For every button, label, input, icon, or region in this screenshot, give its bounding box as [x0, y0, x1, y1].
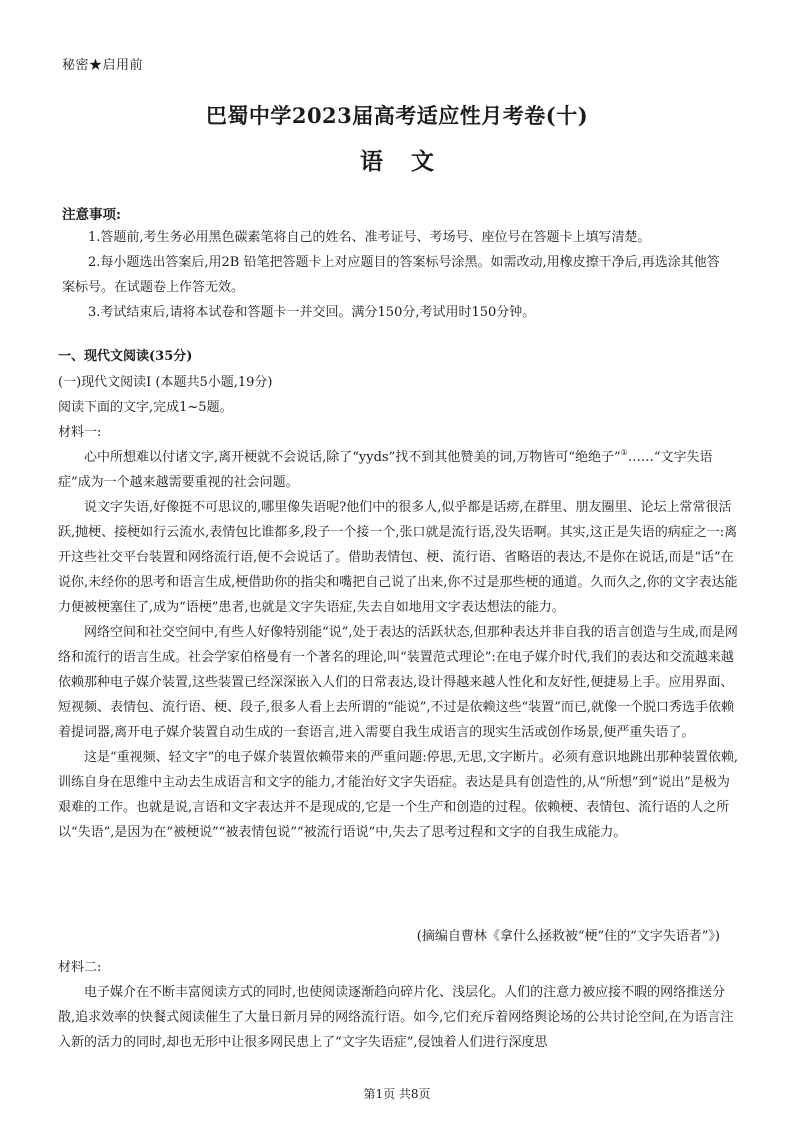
notice-list: [62, 225, 730, 325]
subject-title: 语文: [360, 148, 462, 175]
material-two: [58, 955, 742, 1055]
material-one-paragraph-text: 心中所想难以付诸文字,离开梗就不会说话,除了“yyds”找不到其他赞美的词,万物皆可“绝绝子”: [84, 450, 621, 465]
footnote-marker: ①: [620, 448, 628, 457]
exam-title: 巴蜀中学2023届高考适应性月考卷(十): [205, 103, 589, 128]
material-two-paragraph: 电子媒介在不断丰富阅读方式的同时,也使阅读逐渐趋向碎片化、浅层化。人们的注意力被应接不暇的网络推送分散,追求效率的快餐式阅读催生了大量日新月异的网络流行语。如今,它们充斥着网络舆论场的公共讨论空间,在为语言注入新的活力的同时,却也无形中让很多网民患上了“文字失语症”,侵蚀着人们进行深度思: [58, 985, 734, 1050]
section-heading: 一、现代文阅读(35分): [58, 349, 193, 364]
material-two-label: 材料二:: [58, 960, 102, 975]
material-one-paragraph: 这是“重视频、轻文字”的电子媒介装置依赖带来的严重问题:停思,无思,文字断片。必须有意识地跳出那种装置依赖,训练自身在思维中主动去生成语言和文字的能力,才能治好文字失语症。表达是具有创造性的,从“所想”到“说出”是极为艰难的工作。也就是说,言语和文字表达并不是现成的,它是一个生产和创造的过程。依赖梗、表情包、流行语的人之所以“失语”,是因为在“被梗说”“被表情包说”“被流行语说”中,失去了思考过程和文字的自我生成能力。: [58, 750, 739, 840]
material-one-paragraph: 说文字失语,好像挺不可思议的,哪里像失语呢?他们中的很多人,似乎都是话痨,在群里、朋友圈里、论坛上常常很活跃,抛梗、接梗如行云流水,表情包比谁都多,段子一个接一个,张口就是流行语,没失语啊。其实,这正是失语的病症之一:离开这些社交平台装置和网络流行语,便不会说话了。借助表情包、梗、流行语、省略语的表达,不是你在说话,而是“话”在说你,未经你的思考和语言生成,梗借助你的指尖和嘴把自己说了出来,你不过是那些梗的通道。久而久之,你的文字表达能力便被梗塞住了,成为“语梗”患者,也就是文字失语症,失去自如地用文字表达想法的能力。: [58, 500, 738, 615]
material-one-paragraph: [58, 445, 742, 495]
reading-instruction: 阅读下面的文字,完成1~5题。: [58, 400, 233, 415]
confidential-label: 秘密★启用前: [62, 58, 144, 73]
material-one-source: (摘编自曹林《拿什么拯救被“梗”住的“文字失语者”》): [416, 929, 720, 944]
sub-section-heading: (一)现代文阅读Ⅰ (本题共5小题,19分): [58, 375, 273, 390]
notice-item: 1.答题前,考生务必用黑色碳素笔将自己的姓名、准考证号、考场号、座位号在答题卡上填写清楚。: [88, 230, 651, 245]
material-one-label: 材料一:: [58, 425, 102, 440]
reading-body: [58, 370, 742, 845]
notice-item: 3.考试结束后,请将本试卷和答题卡一并交回。满分150分,考试用时150分钟。: [88, 305, 536, 320]
material-one-paragraph: 网络空间和社交空间中,有些人好像特别能“说”,处于表达的活跃状态,但那种表达并非自我的语言创造与生成,而是网络和流行的语言生成。社会学家伯格曼有一个著名的理论,叫“装置范式理论”:在电子媒介时代,我们的表达和交流越来越依赖那种电子媒介装置,这些装置已经深深嵌入人们的日常表达,设计得越来越人性化和友好性,便捷易上手。应用界面、短视频、表情包、流行语、梗、段子,很多人看上去所谓的“能说”,不过是依赖这些“装置”而已,就像一个脱口秀选手依赖着提词器,离开电子媒介装置自动生成的一套语言,进入需要自我生成语言的现实生活或创作场景,便严重失语了。: [58, 625, 738, 740]
page-number: 第1页 共8页: [363, 1087, 431, 1101]
material-one-paragraph-text: ……“文字失语症”成为一个越来越需要重视的社会问题。: [58, 450, 713, 490]
notice-heading: 注意事项:: [62, 207, 121, 223]
notice-item: 2.每小题选出答案后,用2B 铅笔把答题卡上对应题目的答案标号涂黑。如需改动,用橡皮擦干净后,再选涂其他答案标号。在试题卷上作答无效。: [62, 255, 720, 295]
